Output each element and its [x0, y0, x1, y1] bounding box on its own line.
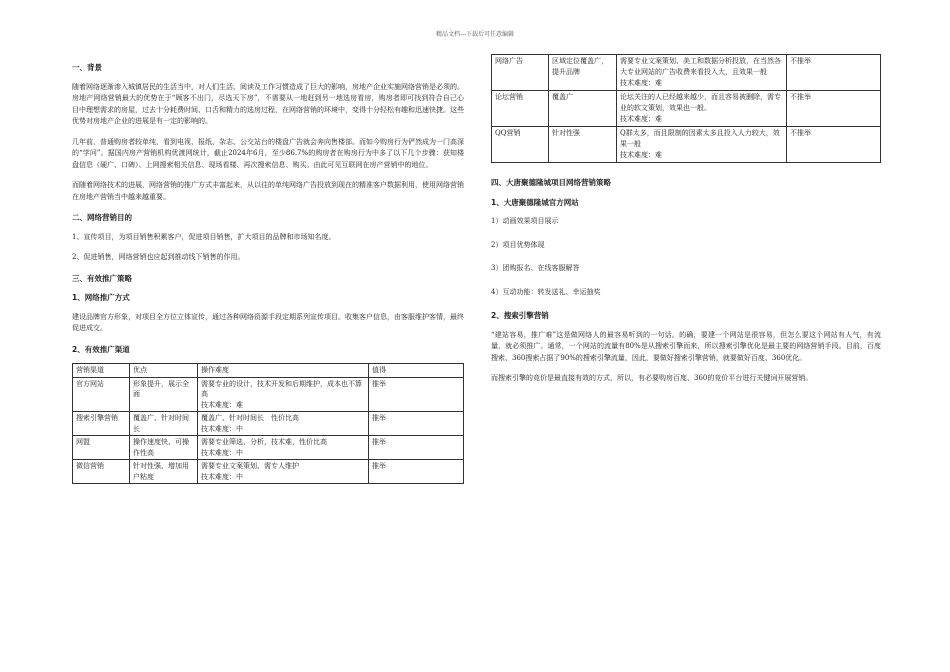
background-paragraph-1: 随着网络逐渐渗入城镇居民的生活当中，对人们生活、阅读及工作习惯造成了巨大的影响，房地产企业实施网络营销是必须的。房地产网络营销最大的优势在于“顾客不出门，尽选天下房”，不需要从一地赶到另一地选房看房，购房者即可找到符合自己心目中理想需求的房屋，过去十分耗费时间、口舌和精力的选房过程，在网络营销的环境中，变得十分轻松有趣和迅速快捷。这些优势对房地产企业的进展是有一定的影响的。 [72, 82, 464, 125]
cell-worth: 不推举 [787, 91, 881, 127]
promotion-method-title: 1、网络推广方式 [72, 293, 130, 302]
channel-table-continued [491, 54, 881, 163]
purpose-item-1: 1、宣传项目，为项目销售积累客户，促进项目销售，扩大项目的品牌和市场知名度。 [72, 232, 336, 241]
cell-worth: 推举 [369, 436, 464, 460]
section-purpose-title: 二、网络营销目的 [72, 213, 132, 222]
cell-channel: 微信营销 [73, 460, 130, 484]
cell-advantage: 针对性强、增加用户粘度 [130, 460, 198, 484]
header-difficulty: 操作难度 [198, 364, 369, 378]
cell-channel: 论坛营销 [492, 91, 549, 127]
page-header: 精品文档---下载后可任意编辑 [435, 31, 515, 38]
header-channel: 营销渠道 [73, 364, 130, 378]
cell-worth: 推举 [369, 460, 464, 484]
purpose-item-2: 2、促进销售，网络营销也应起到推动线下销售的作用。 [72, 253, 245, 261]
cell-advantage: 覆盖广、针对时间长 [130, 412, 198, 436]
channel-table [72, 363, 464, 484]
cell-advantage: 覆盖广 [549, 91, 617, 127]
list-item: 3）团购报名、在线客服解答 [491, 264, 580, 272]
section-project-strategy-title: 四、大唐聚德隆城项目网络营销策略 [491, 178, 611, 187]
cell-worth: 不推举 [787, 127, 881, 163]
list-item: 1）动画效果项目展示 [491, 217, 559, 225]
cell-difficulty: 覆盖广、针对时间长 性价比高 技术难度：中 [198, 412, 369, 436]
cell-worth: 不推举 [787, 55, 881, 91]
right-column [491, 57, 881, 394]
cell-channel: 官方网站 [73, 377, 130, 412]
cell-difficulty: 需要专业的设计，技术开发和后期维护，成本也不算高 技术难度：难 [198, 377, 369, 412]
cell-advantage: 操作速度快、可操作性高 [130, 436, 198, 460]
cell-advantage: 针对性强 [549, 127, 617, 163]
table-header-row [73, 364, 464, 378]
cell-channel: 网盟 [73, 436, 130, 460]
section-background-title: 一、背景 [72, 63, 102, 72]
table-row [492, 91, 881, 127]
cell-advantage: 形象提升，展示全面 [130, 377, 198, 412]
search-marketing-paragraph-2: 而搜索引擎的竞价是最直接有效的方式，所以，有必要购房百度、360的竞价平台进行关键词开展营销。 [491, 374, 813, 382]
search-marketing-paragraph-1: “建站容易，推广难”这是做网络人的最容易听到的一句话。的确，要建一个网站是很容易，但怎么要这个网站有人气，有流量，就必须推广。通常，一个网站的流量有80%是从搜索引擎而来，所以搜索引擎优化是最主要的网络营销手段。目前，百度搜索、360搜索占据了90%的搜索引擎流量，因此，要做好搜索引擎营销，就要做好百度、360优化。 [491, 330, 881, 362]
background-paragraph-3: 而随着网络技术的进展，网络营销的推广方式丰富起来，从以往的单纯网络广告投放到现在的精准客户数据利用，使用网络营销在房地产营销当中越来越重要。 [72, 181, 464, 201]
left-column [72, 62, 464, 484]
search-marketing-title: 2、搜索引擎营销 [491, 311, 549, 320]
promotion-method-paragraph: 建设品牌官方形象，对项目全方位立体宣传，通过各种网络资源手段定期系列宣传项目。收集客户信息，由客服维护客情，最终促进成交。 [72, 312, 464, 332]
official-site-title: 1、大唐聚德隆城官方网站 [491, 197, 579, 207]
cell-channel: 搜索引擎营销 [73, 412, 130, 436]
header-advantage: 优点 [130, 364, 198, 378]
background-paragraph-2: 几年前，普通购房者较单纯，看到电视、报纸、杂志、公交站台的楼盘广告就会奔向售楼部。而如今购房行为俨然成为一门高深的“学问”。据国内房产营销机构优渡网统计，截止2024年6月，至少86.7%的购房者在购房行为中多了以下几个步骤：获知楼盘信息（硬广、口碑）、上网搜索相关信息、现场看楼、再次搜索信息、购买。由此可见互联网在房产营销中的地位。 [72, 137, 464, 169]
section-strategy-title: 三、有效推广策略 [72, 273, 132, 283]
cell-difficulty: 论坛关注的人已经越来越少，而且容易被删除，需专业的软文策划，效果也一般。 技术难度：难 [617, 91, 787, 127]
cell-worth: 推举 [369, 377, 464, 412]
list-item: 4）互动功能：转发送礼、幸运抽奖 [491, 287, 601, 296]
cell-advantage: 区域定位覆盖广，提升品牌 [549, 55, 617, 91]
list-item: 2）项目优势体现 [491, 240, 545, 249]
table-row [73, 377, 464, 412]
official-site-list [491, 216, 881, 298]
table-row [492, 127, 881, 163]
table-row [73, 436, 464, 460]
channel-title: 2、有效推广渠道 [72, 344, 130, 354]
table-row [73, 412, 464, 436]
cell-difficulty: 需要专业文案策划、美工和数据分析投放，在当然各大专业网站的广告收费来看投入大，且效果一般 技术难度：难 [617, 55, 787, 91]
cell-difficulty: Q群太多，而且限制的因素太多且投入人力较大，效果一般 技术难度：难 [617, 127, 787, 163]
cell-difficulty: 需要专业筛选、分析，技术难，性价比高 技术难度：中 [198, 436, 369, 460]
table-row [73, 460, 464, 484]
cell-channel: QQ营销 [492, 127, 549, 163]
cell-worth: 推举 [369, 412, 464, 436]
table-row [492, 55, 881, 91]
cell-channel: 网络广告 [492, 55, 549, 91]
cell-difficulty: 需要专业文案策划、需专人维护 技术难度：中 [198, 460, 369, 484]
header-worth: 值得 [369, 364, 464, 378]
